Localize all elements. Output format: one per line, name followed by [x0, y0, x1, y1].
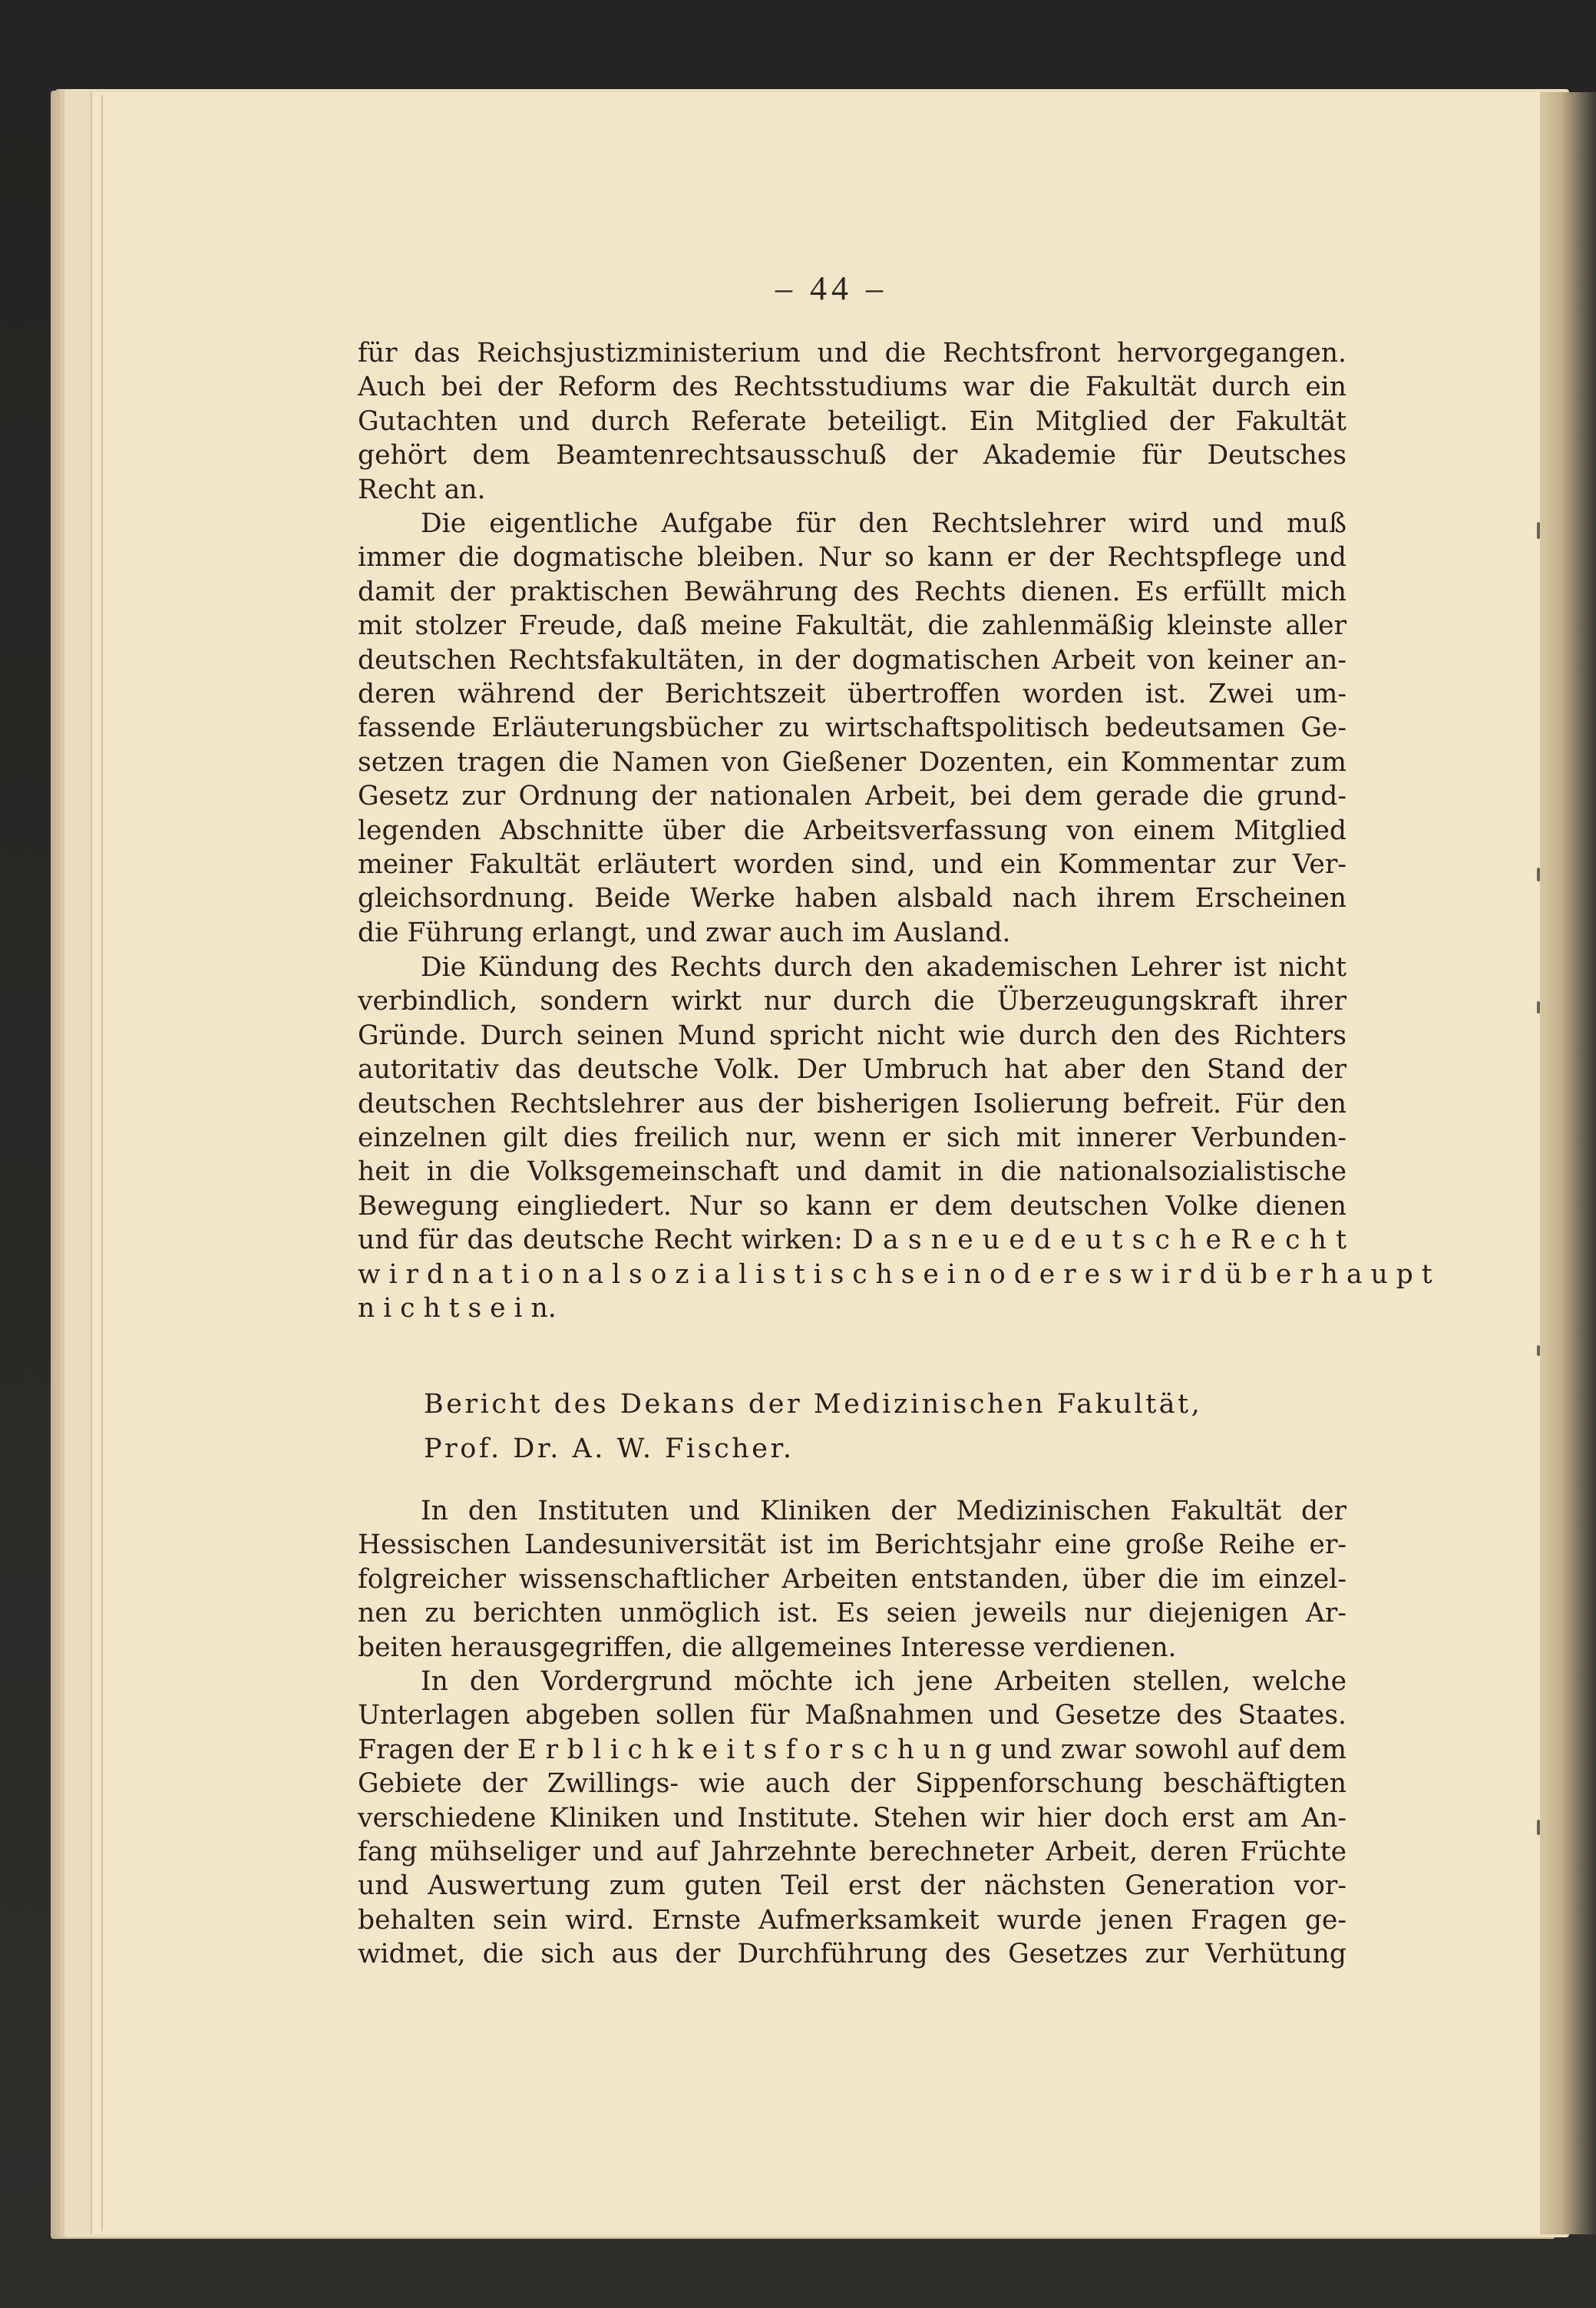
margin-mark [1537, 868, 1540, 881]
text-line: und für das deutsche Recht wirken: D a s n e u e d e u t s c h e R e c h t [358, 1225, 1347, 1256]
text-line: folgreicher wissenschaftlicher Arbeiten entstanden, über die im einzel- [358, 1563, 1347, 1595]
text-line: damit der praktischen Bewährung des Rechts dienen. Es erfüllt mich [358, 576, 1347, 607]
paragraph-2 [358, 507, 1347, 950]
text-line: gleichsordnung. Beide Werke haben alsbald nach ihrem Erscheinen [358, 883, 1347, 914]
paragraph-1 [358, 336, 1347, 507]
text-line: gehört dem Beamtenrechtsausschuß der Akademie für Deutsches [358, 440, 1347, 471]
text-line: In den Vordergrund möchte ich jene Arbeiten stellen, welche [421, 1666, 1347, 1697]
text-line: einzelnen gilt dies freilich nur, wenn er sich mit innerer Verbunden- [358, 1122, 1347, 1153]
text-line: Gebiete der Zwillings- wie auch der Sippenforschung beschäftigten [358, 1768, 1347, 1800]
heading-line: Bericht des Dekans der Medizinischen Fakultät, [424, 1389, 1203, 1420]
text-line: deutschen Rechtslehrer aus der bisherigen Isolierung befreit. Für den [358, 1088, 1347, 1119]
text-line: heit in die Volksgemeinschaft und damit in die nationalsozialistische [358, 1156, 1347, 1188]
text-line: In den Instituten und Kliniken der Medizinischen Fakultät der [421, 1496, 1347, 1526]
paragraph-4 [358, 1494, 1347, 1665]
text-line: Die eigentliche Aufgabe für den Rechtslehrer wird und muß [421, 508, 1347, 539]
heading-line: Prof. Dr. A. W. Fischer. [424, 1433, 795, 1464]
text-line: setzen tragen die Namen von Gießener Dozenten, ein Kommentar zum [358, 746, 1347, 778]
text-line: deutschen Rechtsfakultäten, in der dogmatischen Arbeit von keiner an- [358, 644, 1347, 676]
text-line: n i c h t s e i n. [358, 1292, 557, 1324]
margin-mark [1537, 1345, 1540, 1356]
text-line: beiten herausgegriffen, die allgemeines Interesse verdienen. [358, 1632, 1177, 1663]
text-line: Bewegung eingliedert. Nur so kann er dem deutschen Volke dienen [358, 1190, 1347, 1222]
margin-mark [1537, 522, 1540, 539]
section-heading [424, 1382, 1314, 1471]
text-line: verbindlich, sondern wirkt nur durch die Überzeugungskraft ihrer [358, 986, 1347, 1017]
text-line: Die Kündung des Rechts durch den akademischen Lehrer ist nicht [421, 952, 1347, 983]
text-line: Unterlagen abgeben sollen für Maßnahmen und Gesetze des Staates. [358, 1700, 1347, 1731]
paragraph-3 [358, 951, 1432, 1325]
text-line: fassende Erläuterungsbücher zu wirtschaftspolitisch bedeutsamen Ge- [358, 713, 1347, 744]
margin-mark [1537, 1820, 1540, 1835]
text-line: w i r d n a t i o n a l s o z i a l i s t i s c h s e i n o d e r e s w i r d ü b e r h a u p t [358, 1258, 1432, 1290]
page-number: – 44 – [775, 269, 887, 307]
text-line: mit stolzer Freude, daß meine Fakultät, die zahlenmäßig kleinste aller [358, 610, 1347, 642]
text-line: Hessischen Landesuniversität ist im Berichtsjahr eine große Reihe er- [358, 1529, 1347, 1561]
facing-page-edge [1538, 92, 1596, 2234]
text-line: autoritativ das deutsche Volk. Der Umbruch hat aber den Stand der [358, 1054, 1347, 1086]
text-line: Gutachten und durch Referate beteiligt. Ein Mitglied der Fakultät [358, 405, 1347, 437]
text-line: und Auswertung zum guten Teil erst der nächsten Generation vor- [358, 1870, 1347, 1902]
text-line: Recht an. [358, 474, 486, 505]
text-line: Gesetz zur Ordnung der nationalen Arbeit, bei dem gerade die grund- [358, 781, 1347, 812]
text-line: meiner Fakultät erläutert worden sind, und ein Kommentar zur Ver- [358, 848, 1347, 880]
text-line: nen zu berichten unmöglich ist. Es seien jeweils nur diejenigen Ar- [358, 1598, 1347, 1629]
text-line: verschiedene Kliniken und Institute. Stehen wir hier doch erst am An- [358, 1802, 1347, 1834]
paragraph-5 [358, 1665, 1347, 1972]
text-line: die Führung erlangt, und zwar auch im Ausland. [358, 917, 1011, 948]
margin-mark [1537, 1001, 1540, 1013]
text-line: widmet, die sich aus der Durchführung des Gesetzes zur Verhütung [358, 1939, 1347, 1970]
text-line: für das Reichsjustizministerium und die Rechtsfront hervorgegangen. [358, 338, 1347, 369]
page-gutter [101, 95, 103, 2231]
text-line: deren während der Berichtszeit übertroffen worden ist. Zwei um- [358, 678, 1347, 709]
text-line: legenden Abschnitte über die Arbeitsverfassung von einem Mitglied [358, 815, 1347, 846]
text-line: immer die dogmatische bleiben. Nur so kann er der Rechtspflege und [358, 542, 1347, 574]
text-line: Fragen der E r b l i c h k e i t s f o r s c h u n g und zwar sowohl auf dem [358, 1734, 1347, 1765]
text-line: Auch bei der Reform des Rechtsstudiums war die Fakultät durch ein [358, 372, 1347, 403]
text-line: fang mühseliger und auf Jahrzehnte berechneter Arbeit, deren Früchte [358, 1836, 1347, 1867]
text-line: behalten sein wird. Ernste Aufmerksamkeit wurde jenen Fragen ge- [358, 1904, 1347, 1936]
text-line: Gründe. Durch seinen Mund spricht nicht wie durch den des Richters [358, 1020, 1347, 1051]
